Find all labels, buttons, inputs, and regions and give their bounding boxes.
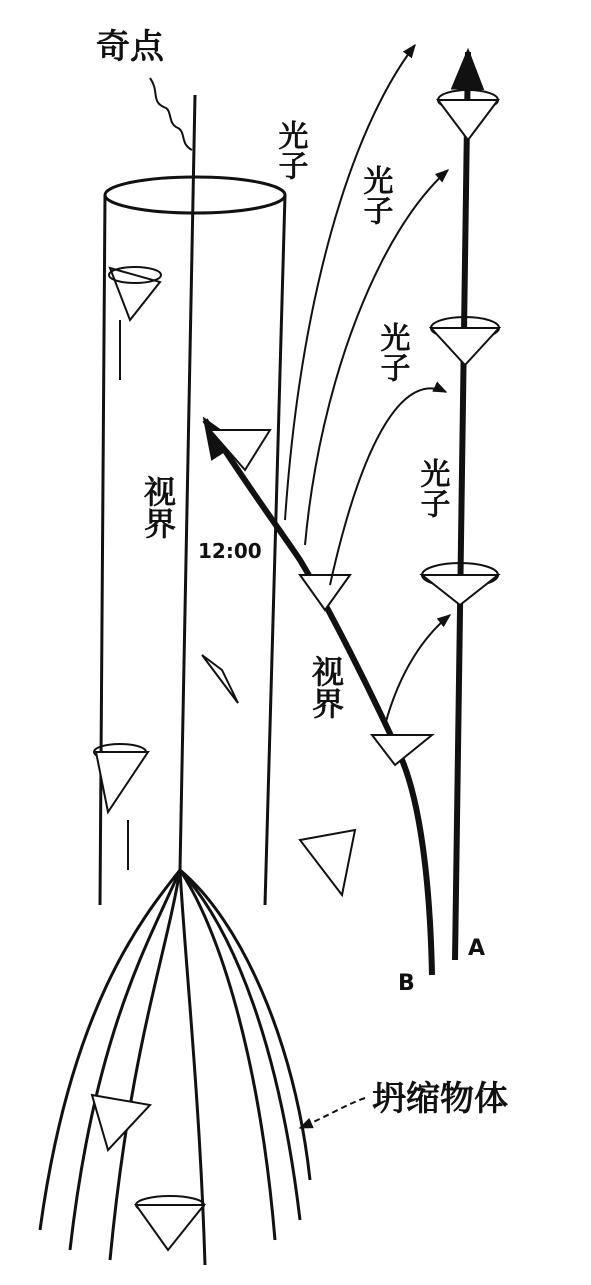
light-cone-bottom-2 — [136, 1196, 204, 1250]
light-cone-outside — [300, 830, 355, 895]
light-cone-inside-2 — [202, 655, 238, 703]
light-cone-b-3 — [372, 735, 432, 765]
light-cone-b-1 — [210, 430, 270, 470]
photon-label-4: 光子 — [414, 458, 450, 518]
cylinder-top-rim — [105, 177, 285, 213]
light-cone-inside-1 — [109, 267, 161, 320]
photon-label-3: 光子 — [374, 322, 410, 382]
cylinder-right-edge — [265, 195, 285, 905]
singularity-label: 奇点 — [96, 27, 164, 67]
photon-label-2: 光子 — [357, 165, 393, 225]
photon-path-4 — [385, 615, 450, 725]
worldline-a-label: A — [468, 936, 486, 961]
clock-time-label: 12:00 — [198, 539, 262, 563]
light-cone-b-2 — [300, 575, 350, 610]
horizon-label-outside: 视界 — [307, 655, 345, 719]
collapsing-object-label: 坍缩物体 — [372, 1079, 508, 1119]
photon-paths — [285, 45, 450, 725]
collapsing-object-pointer — [300, 1098, 365, 1128]
central-worldline — [180, 95, 195, 870]
worldline-b-label: B — [398, 971, 415, 996]
collapsing-object-lines — [40, 870, 310, 1265]
singularity-squiggle — [150, 78, 192, 150]
photon-label-1: 光子 — [272, 120, 308, 180]
horizon-label-inside: 视界 — [139, 475, 177, 539]
cylinder-left-edge — [100, 195, 105, 905]
photon-path-1 — [285, 45, 415, 520]
singularity-worldline — [150, 78, 195, 870]
light-cone-bottom-1 — [92, 1095, 150, 1150]
